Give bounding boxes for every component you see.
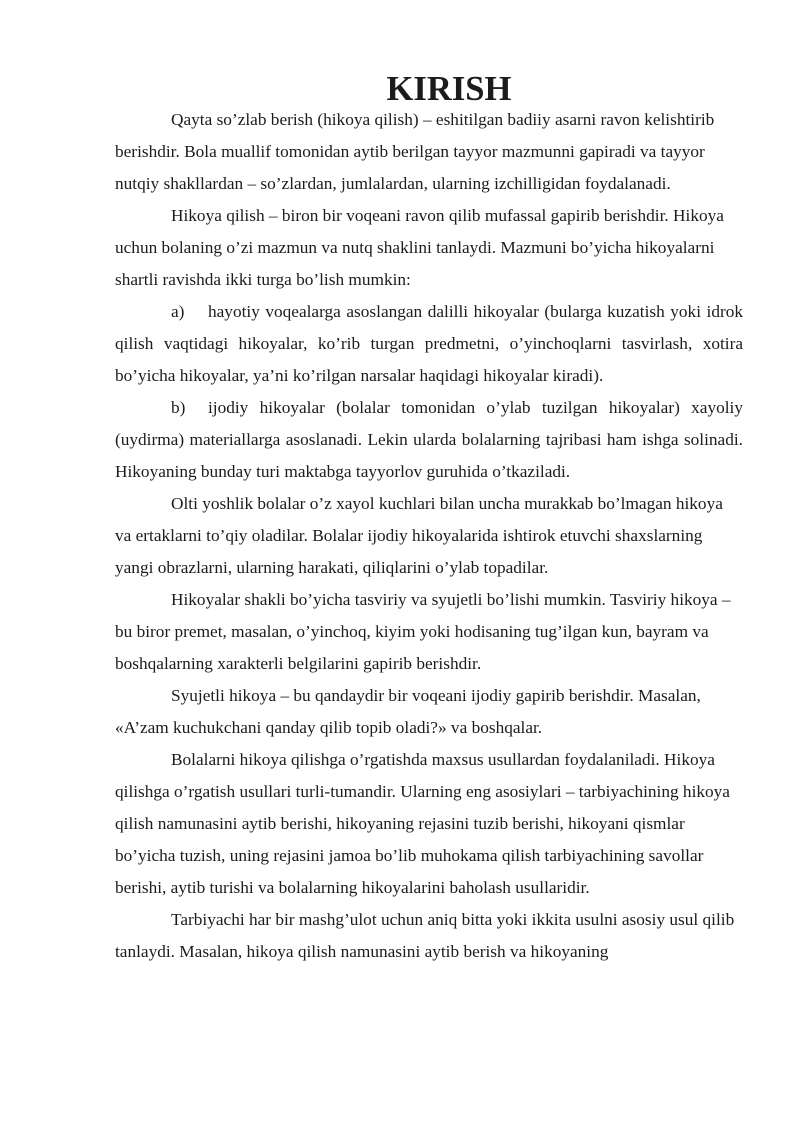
page-title: KIRISH (386, 70, 512, 108)
list-item-a (115, 296, 743, 392)
list-text-b: ijodiy hikoyalar (bolalar tomonidan o’ylab tuzilgan hikoyalar) xayoliy (uydirma) materiallarga asoslanadi. Lekin ularda bolalarning tajribasi ham ishga solinadi. Hikoyaning bunday turi maktabga tayyorlov guruhida o’tkaziladi. (115, 398, 743, 481)
paragraph-retelling: Qayta so’zlab berish (hikoya qilish) – eshitilgan badiiy asarni ravon kelishtirib berishdir. Bola muallif tomonidan aytib berilgan tayyor mazmunni gapiradi va tayyor nutqiy shakllardan – so’zlardan, jumlalardan, ularning izchilligidan foydalanadi. (115, 110, 715, 193)
paragraph-plot-story: Syujetli hikoya – bu qandaydir bir voqeani ijodiy gapirib berishdir. Masalan, «A’zam kuchukchani qanday qilib topib oladi?» va boshqalar. (115, 686, 701, 737)
paragraph-six-year-olds: Olti yoshlik bolalar o’z xayol kuchlari bilan uncha murakkab bo’lmagan hikoya va ertaklarni to’qiy oladilar. Bolalar ijodiy hikoyalarida ishtirok etuvchi shaxslarning yangi obrazlarni, ularning harakati, qiliqlarini o’ylab topadilar. (115, 494, 723, 577)
paragraph-storytelling: Hikoya qilish – biron bir voqeani ravon qilib mufassal gapirib berishdir. Hikoya uchun bolaning o’zi mazmun va nutq shaklini tanlaydi. Mazmuni bo’yicha hikoyalarni shartli ravishda ikki turga bo’lish mumkin: (115, 206, 724, 289)
list-item-b (115, 392, 743, 488)
document-page (115, 70, 743, 968)
paragraph-story-forms: Hikoyalar shakli bo’yicha tasviriy va syujetli bo’lishi mumkin. Tasviriy hikoya – bu biror premet, masalan, o’yinchoq, kiyim yoki hodisaning tug’ilgan kun, bayram va boshqalarning xarakterli belgilarini gapirib berishdir. (115, 590, 731, 673)
list-marker-a: a) (171, 302, 185, 321)
list-marker-b: b) (171, 398, 186, 417)
paragraph-methods: Bolalarni hikoya qilishga o’rgatishda maxsus usullardan foydalaniladi. Hikoya qilishga o’rgatish usullari turli-tumandir. Ularning eng asosiylari – tarbiyachining hikoya qilish namunasini aytib berishi, hikoyaning rejasini tuzib berishi, hikoyani qismlar bo’yicha tuzish, uning rejasini jamoa bo’lib muhokama qilish tarbiyachining savollar berishi, aytib turishi va bolalarning hikoyalarini baholash usullaridir. (115, 750, 730, 897)
list-text-a: hayotiy voqealarga asoslangan dalilli hikoyalar (bularga kuzatish yoki idrok qilish vaqtidagi hikoyalar, ko’rib turgan predmetni, o’yinchoqlarni tasvirlash, xotira bo’yicha hikoyalar, ya’ni ko’rilgan narsalar haqidagi hikoyalar kiradi). (115, 302, 743, 385)
paragraph-educator: Tarbiyachi har bir mashg’ulot uchun aniq bitta yoki ikkita usulni asosiy usul qilib tanlaydi. Masalan, hikoya qilish namunasini aytib berish va hikoyaning (115, 910, 735, 961)
